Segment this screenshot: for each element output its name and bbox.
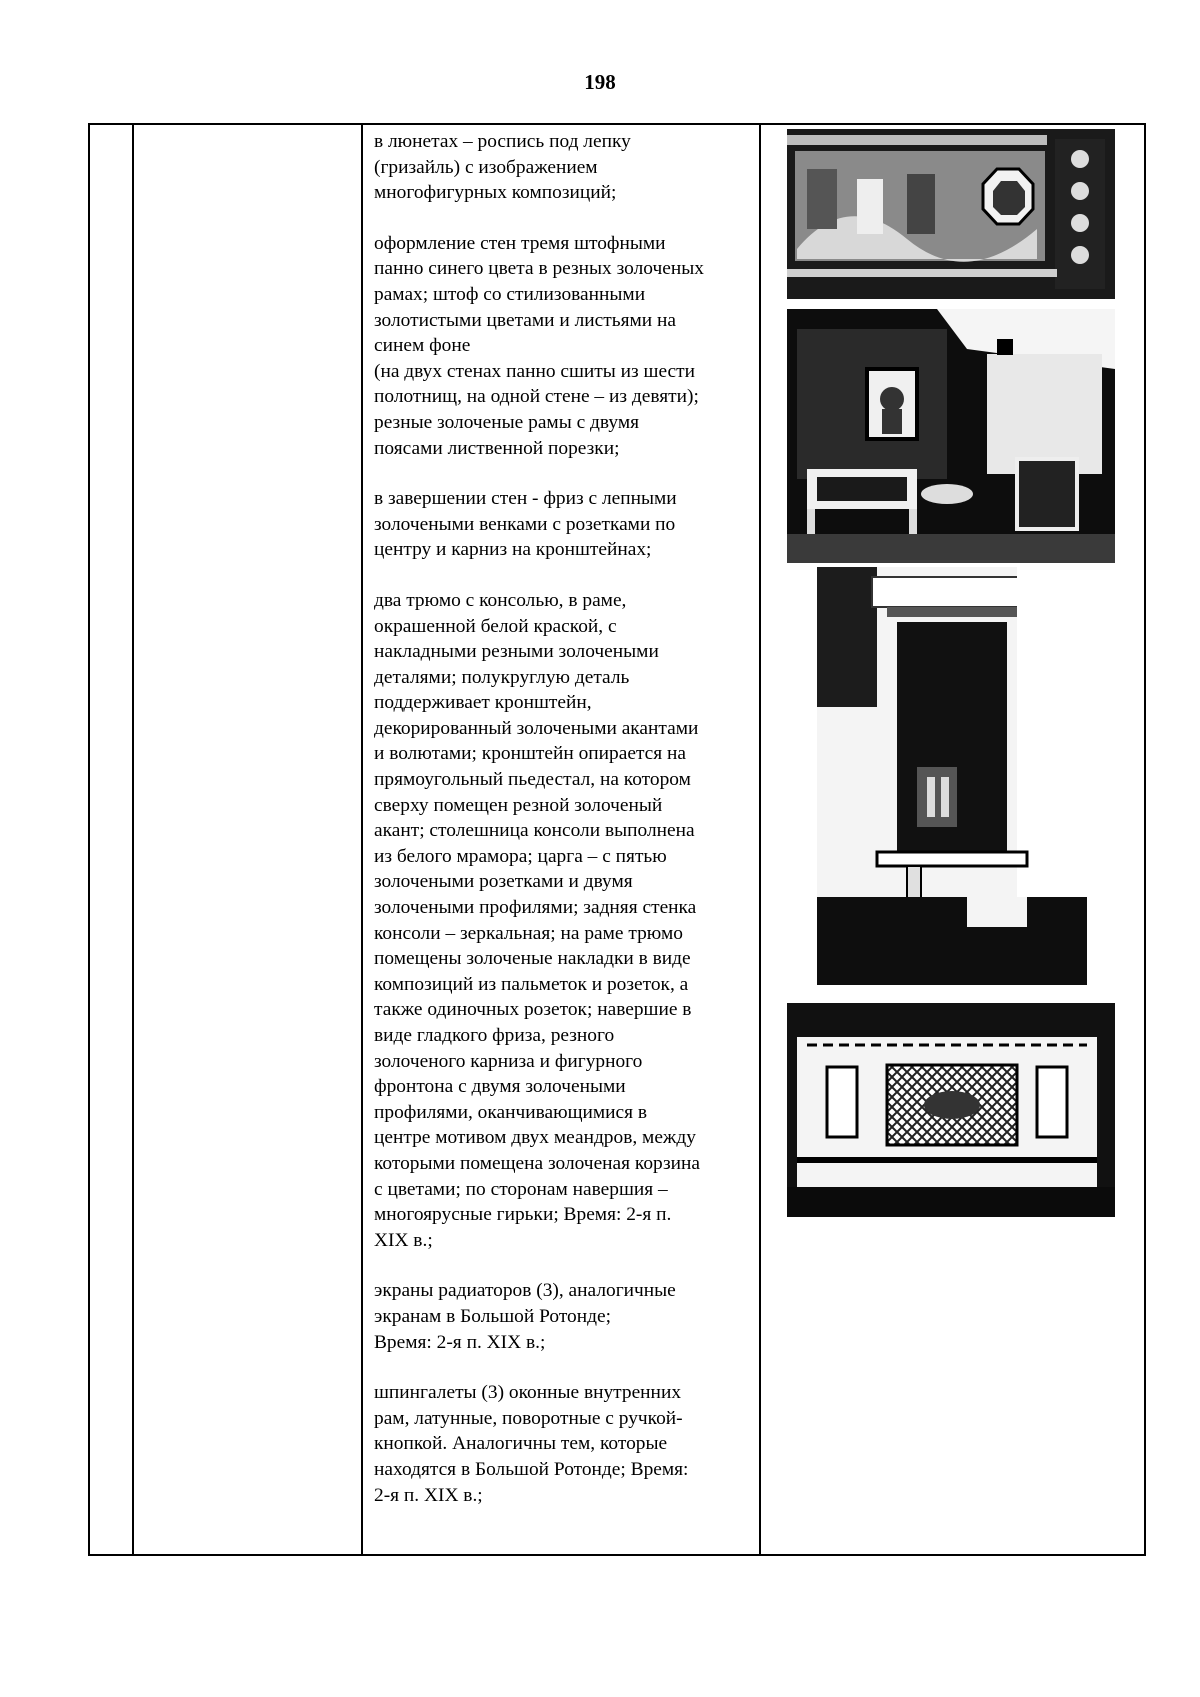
table-column-divider bbox=[132, 125, 134, 1554]
text-line: деталями; полукруглую деталь bbox=[374, 666, 630, 688]
text-line: рам, латунные, поворотные с ручкой- bbox=[374, 1407, 683, 1429]
photo-trumeau-mirror bbox=[817, 567, 1087, 985]
text-line: золочеными розетками и двумя bbox=[374, 871, 633, 893]
text-line: экраны радиаторов (3), аналогичные bbox=[374, 1280, 676, 1302]
paragraph-frieze bbox=[374, 486, 748, 563]
text-line: консоли – зеркальная; на раме трюмо bbox=[374, 922, 683, 944]
text-line: декорированный золочеными акантами bbox=[374, 717, 699, 739]
text-line: центре мотивом двух меандров, между bbox=[374, 1127, 696, 1149]
text-line: прямоугольный пьедестал, на котором bbox=[374, 769, 691, 791]
photo-room-interior bbox=[787, 309, 1115, 563]
paragraph-trumeau bbox=[374, 588, 748, 1253]
text-line: (гризайль) с изображением bbox=[374, 156, 598, 178]
text-line: экранам в Большой Ротонде; bbox=[374, 1305, 611, 1327]
text-line: виде гладкого фриза, резного bbox=[374, 1025, 615, 1046]
text-line: полотнищ, на одной стене – из девяти); bbox=[374, 386, 699, 408]
text-line: Время: 2-я п. XIX в.; bbox=[374, 1331, 546, 1353]
text-line: золочеными венками с розетками по bbox=[374, 513, 676, 535]
text-line: многофигурных композиций; bbox=[374, 182, 617, 204]
description-cell bbox=[374, 129, 748, 1533]
text-line: рамах; штоф со стилизованными bbox=[374, 283, 646, 305]
text-line: помещены золоченые накладки в виде bbox=[374, 948, 691, 970]
text-line: золоченого карниза и фигурного bbox=[374, 1050, 643, 1072]
text-line: в завершении стен - фриз с лепными bbox=[374, 488, 677, 510]
text-line: два трюмо с консолью, в раме, bbox=[374, 589, 627, 611]
photo-radiator-screen bbox=[787, 997, 1115, 1217]
text-line: окрашенной белой краской, с bbox=[374, 615, 617, 637]
inventory-table bbox=[88, 123, 1146, 1556]
text-line: которыми помещена золоченая корзина bbox=[374, 1152, 701, 1174]
photo-lunette-grisaille bbox=[787, 129, 1115, 299]
table-column-divider bbox=[759, 125, 761, 1554]
paragraph-window-latches bbox=[374, 1380, 748, 1508]
paragraph-radiator-screens bbox=[374, 1278, 748, 1355]
text-line: из белого мрамора; царга – с пятью bbox=[374, 845, 667, 867]
text-line: XIX в.; bbox=[374, 1229, 433, 1251]
text-line: кнопкой. Аналогичны тем, которые bbox=[374, 1433, 668, 1455]
text-line: золотистыми цветами и листьями на bbox=[374, 309, 676, 331]
text-line: накладными резными золочеными bbox=[374, 641, 659, 663]
text-line: и волютами; кронштейн опирается на bbox=[374, 743, 687, 765]
text-line: золочеными профилями; задняя стенка bbox=[374, 897, 697, 919]
text-line: находятся в Большой Ротонде; Время: bbox=[374, 1458, 689, 1480]
text-line: оформление стен тремя штофными bbox=[374, 232, 666, 254]
text-line: поясами лиственной порезки; bbox=[374, 437, 620, 459]
paragraph-wall-panels bbox=[374, 231, 748, 461]
text-line: поддерживает кронштейн, bbox=[374, 692, 592, 714]
text-line: композиций из пальметок и розеток, а bbox=[374, 973, 689, 995]
text-line: многоярусные гирьки; Время: 2-я п. bbox=[374, 1204, 672, 1226]
text-line: акант; столешница консоли выполнена bbox=[374, 820, 695, 842]
page-number: 198 bbox=[584, 70, 616, 94]
text-line: резные золоченые рамы с двумя bbox=[374, 411, 640, 433]
text-line: синем фоне bbox=[374, 335, 471, 357]
text-line: также одиночных розеток; навершие в bbox=[374, 999, 692, 1021]
text-line: сверху помещен резной золоченый bbox=[374, 794, 663, 816]
text-line: центру и карниз на кронштейнах; bbox=[374, 539, 652, 561]
text-line: в люнетах – роспись под лепку bbox=[374, 131, 631, 152]
text-line: шпингалеты (3) оконные внутренних bbox=[374, 1382, 682, 1404]
text-line: профилями, оканчивающимися в bbox=[374, 1101, 648, 1123]
text-line: (на двух стенах панно сшиты из шести bbox=[374, 360, 696, 382]
text-line: фронтона с двумя золочеными bbox=[374, 1076, 626, 1098]
paragraph-lunettes bbox=[374, 129, 748, 206]
text-line: панно синего цвета в резных золоченых bbox=[374, 258, 704, 280]
text-line: с цветами; по сторонам навершия – bbox=[374, 1178, 668, 1200]
text-line: 2-я п. XIX в.; bbox=[374, 1484, 483, 1506]
table-column-divider bbox=[361, 125, 363, 1554]
